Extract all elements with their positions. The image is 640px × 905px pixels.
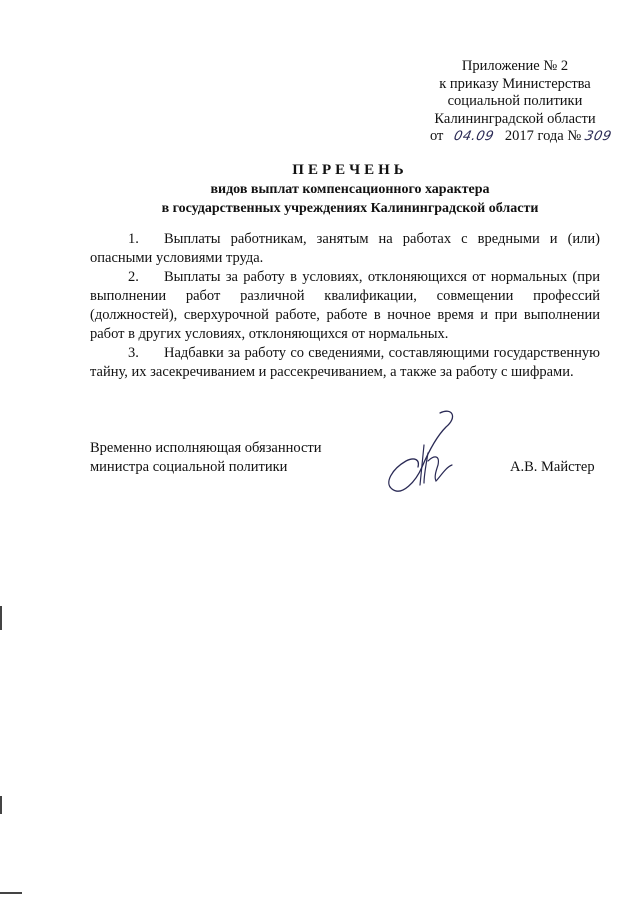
handwritten-signature: [380, 405, 470, 500]
signatory-position-line-2: министра социальной политики: [90, 459, 288, 475]
list-item-text: Выплаты работникам, занятым на работах с вредными и (или) опасными условиями труда.: [90, 231, 600, 266]
appendix-line-4: Калининградской области: [434, 110, 596, 127]
appendix-header: [410, 58, 620, 146]
signatory-position-line-1: Временно исполняющая обязанности: [90, 440, 322, 456]
list-item-text: Надбавки за работу со сведениями, составляющими государственную тайну, их засекречиванием и рассекречиванием, а также за работу с шифрами.: [90, 345, 600, 380]
appendix-line-2: к приказу Министерства: [439, 75, 591, 92]
scan-edge-mark: [0, 606, 2, 630]
document-title: ПЕРЕЧЕНЬ: [292, 162, 408, 178]
document-title-block: [80, 160, 620, 218]
list-item-text: Выплаты за работу в условиях, отклоняющихся от нормальных (при выполнении работ различной квалификации, совмещении профессий (должностей), сверхурочной работе, работе в ночное время и при выполнении работ в других условиях, отклоняющихся от нормальных.: [90, 269, 600, 342]
handwritten-number: 309: [583, 129, 613, 144]
scan-edge-mark: [0, 892, 22, 894]
signatory-name: А.В. Майстер: [510, 459, 595, 475]
payment-types-list: [90, 230, 600, 382]
list-item-number: 3.: [128, 345, 139, 361]
list-item-number: 1.: [128, 231, 139, 247]
list-item: [90, 268, 600, 344]
list-item: [90, 230, 600, 268]
list-item: [90, 344, 600, 382]
handwritten-date: 04.09: [452, 129, 496, 144]
appendix-date-line: [410, 128, 620, 146]
signatory-position: [90, 439, 322, 477]
appendix-year-text: 2017 года №: [504, 128, 582, 144]
document-subtitle-line-1: видов выплат компенсационного характера: [210, 182, 490, 197]
appendix-line-3: социальной политики: [447, 93, 583, 109]
scan-edge-mark: [0, 796, 2, 814]
list-item-number: 2.: [128, 269, 139, 285]
document-subtitle-line-2: в государственных учреждениях Калининградской области: [161, 201, 539, 216]
appendix-from-prefix: от: [430, 128, 444, 144]
appendix-line-1: Приложение № 2: [461, 58, 569, 74]
